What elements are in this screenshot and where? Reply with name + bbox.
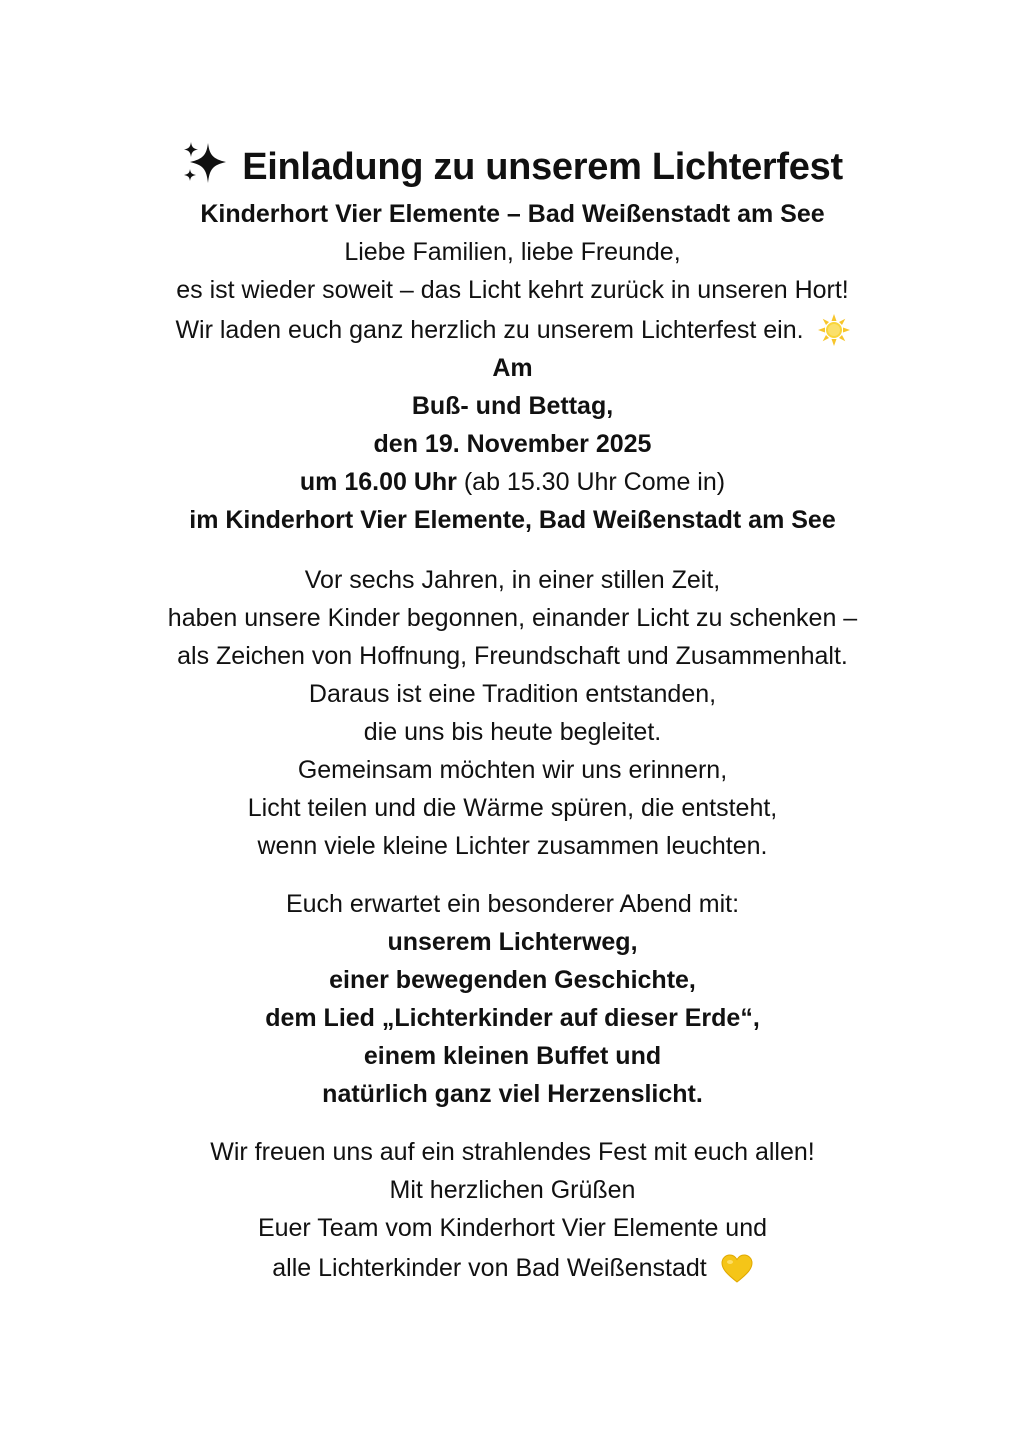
program-item-2: einer bewegenden Geschichte, — [329, 966, 696, 994]
closing-line-4-text: alle Lichterkinder von Bad Weißenstadt — [272, 1254, 707, 1282]
story-line-8: wenn viele kleine Lichter zusammen leuchten. — [257, 832, 768, 860]
subtitle: Kinderhort Vier Elemente – Bad Weißenstadt am See — [200, 200, 825, 228]
sparkles-icon — [182, 141, 228, 200]
event-time-note: (ab 15.30 Uhr Come in) — [456, 468, 726, 496]
event-date: den 19. November 2025 — [373, 430, 652, 458]
closing-line-4 — [0, 1250, 1025, 1294]
story-line-2: haben unsere Kinder begonnen, einander Licht zu schenken – — [167, 604, 858, 632]
event-am: Am — [492, 354, 533, 382]
greeting-line-3-text: Wir laden euch ganz herzlich zu unserem Lichterfest ein. — [175, 316, 804, 344]
closing-line-3: Euer Team vom Kinderhort Vier Elemente und — [257, 1214, 768, 1242]
story-line-7: Licht teilen und die Wärme spüren, die entsteht, — [247, 794, 778, 822]
yellow-heart-icon — [721, 1254, 753, 1294]
title-text: Einladung zu unserem Lichterfest — [242, 146, 843, 188]
story-line-6: Gemeinsam möchten wir uns erinnern, — [297, 756, 728, 784]
program-intro: Euch erwartet ein besonderer Abend mit: — [285, 890, 740, 918]
event-time-bold: um 16.00 Uhr — [299, 468, 457, 496]
closing-line-1: Wir freuen uns auf ein strahlendes Fest mit euch allen! — [210, 1138, 815, 1166]
story-line-3: als Zeichen von Hoffnung, Freundschaft und Zusammenhalt. — [177, 642, 848, 670]
closing-line-2: Mit herzlichen Grüßen — [389, 1176, 636, 1204]
event-location: im Kinderhort Vier Elemente, Bad Weißenstadt am See — [189, 506, 836, 534]
program-item-3: dem Lied „Lichterkinder auf dieser Erde“, — [265, 1004, 760, 1032]
story-line-4: Daraus ist eine Tradition entstanden, — [308, 680, 717, 708]
greeting-line-2: es ist wieder soweit – das Licht kehrt zurück in unseren Hort! — [176, 276, 849, 304]
story-line-1: Vor sechs Jahren, in einer stillen Zeit, — [304, 566, 721, 594]
program-item-5: natürlich ganz viel Herzenslicht. — [322, 1080, 703, 1108]
program-item-4: einem kleinen Buffet und — [363, 1042, 662, 1070]
story-line-5: die uns bis heute begleitet. — [363, 718, 662, 746]
greeting-line-1: Liebe Familien, liebe Freunde, — [344, 238, 681, 266]
event-day: Buß- und Bettag, — [411, 392, 614, 420]
page-title — [0, 140, 1025, 200]
program-item-1: unserem Lichterweg, — [387, 928, 638, 956]
event-time — [0, 464, 1025, 500]
